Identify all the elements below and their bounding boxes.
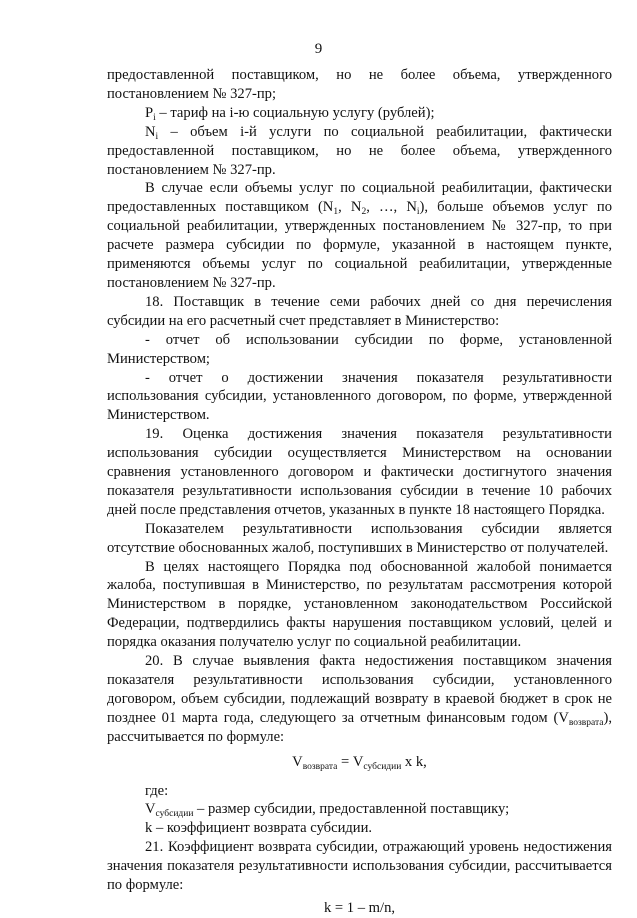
paragraph-coefficient-definition: k – коэффициент возврата субсидии. [145,820,373,837]
text-run: В случае если объемы услуг по социальной реабилитации, фактически предоставленных поставщиком (N [107,180,612,216]
variable-subscript: i [153,112,156,123]
formula-refund [107,753,612,772]
definition-text: – размер субсидии, предоставленной поставщику; [193,801,510,818]
paragraph: предоставленной поставщиком, но не более объема, утвержденного постановлением № 327-пр; [107,67,612,102]
paragraph-item-21: 21. Коэффициент возврата субсидии, отражающий уровень недостижения значения показателя результативности использования субсидии, рассчитывается по формуле: [107,839,612,894]
list-item-report-usage: - отчет об использовании субсидии по форме, установленной Министерством; [107,331,612,367]
paragraph-volumes-exceed [107,179,612,292]
formula-subscript: возврата [302,761,338,772]
formula-subscript: субсидии [363,761,402,772]
document-body [107,66,612,918]
variable-subscript: i [155,131,159,142]
paragraph-tariff-definition [107,104,612,123]
text-run: ), рассчитывается по формуле: [107,709,612,745]
subscript: 2 [361,207,367,218]
text-run: , …, N [366,199,417,216]
variable-symbol: P [145,104,154,121]
variable-symbol: V [145,801,156,818]
paragraph-item-18: 18. Поставщик в течение семи рабочих дней со дня перечисления субсидии на его расчетный счет представляет в Министерство: [107,293,612,329]
paragraph-item-19: 19. Оценка достижения значения показателя результативности использования субсидии осуществляется Министерством на основании сравнения установленного договором и фактически достигнутого значения показателя результативности использования субсидии в течение 10 рабочих дней после представления отчетов, указанных в пункте 18 настоящего Порядка. [107,426,612,518]
text-run: ), больше объемов услуг по социальной реабилитации, утвержденных постановлением № 327-пр, то при расчете размера субсидии по формуле, указанной в настоящем пункте, применяются объемы услуг по социальной реабилитации, утвержденные постановлением № 327-пр. [107,199,612,291]
definition-text: – объем i-й услуги по социальной реабилитации, фактически предоставленной поставщиком, но не более объема, утвержденного постановлением № 327-пр. [107,123,612,178]
text-run: 20. В случае выявления факта недостижения поставщиком значения показателя результативности использования субсидии, установленного договором, объем субсидии, подлежащий возврату в краевой бюджет в срок не позднее 01 марта года, следующего за отчетным финансовым годом (V [107,653,612,726]
paragraph-where: где: [145,782,169,799]
subscript: возврата [568,717,604,728]
paragraph-item-20 [107,652,612,747]
definition-text: – тариф на i-ю социальную услугу (рублей); [155,104,435,121]
formula-coefficient: k = 1 – m/n, [323,899,396,916]
paragraph-indicator: Показателем результативности использования субсидии является отсутствие обоснованных жалоб, поступивших в Министерство от получателей. [107,520,612,556]
paragraph-volume-definition [107,123,612,180]
formula-symbol: = V [337,753,364,770]
list-item-report-indicator: - отчет о достижении значения показателя результативности использования субсидии, установленного договором, по форме, утвержденной Министерством. [107,369,612,424]
subscript: 1 [333,207,339,218]
page-number: 9 [314,41,323,57]
text-run: , N [338,199,362,216]
variable-symbol: N [145,123,156,140]
paragraph-subsidy-definition [107,800,612,819]
formula-symbol: V [292,753,303,770]
paragraph-complaint-definition: В целях настоящего Порядка под обоснованной жалобой понимается жалоба, поступившая в Министерство, по результатам рассмотрения которой Министерством в порядке, установленном законодательством Российской Федерации, подтвердились факты нарушения поставщиком условий, целей и порядка оказания получателю услуг по социальной реабилитации. [107,558,612,651]
variable-subscript: субсидии [155,809,194,820]
subscript: i [416,207,420,218]
formula-rest: x k, [401,753,427,770]
